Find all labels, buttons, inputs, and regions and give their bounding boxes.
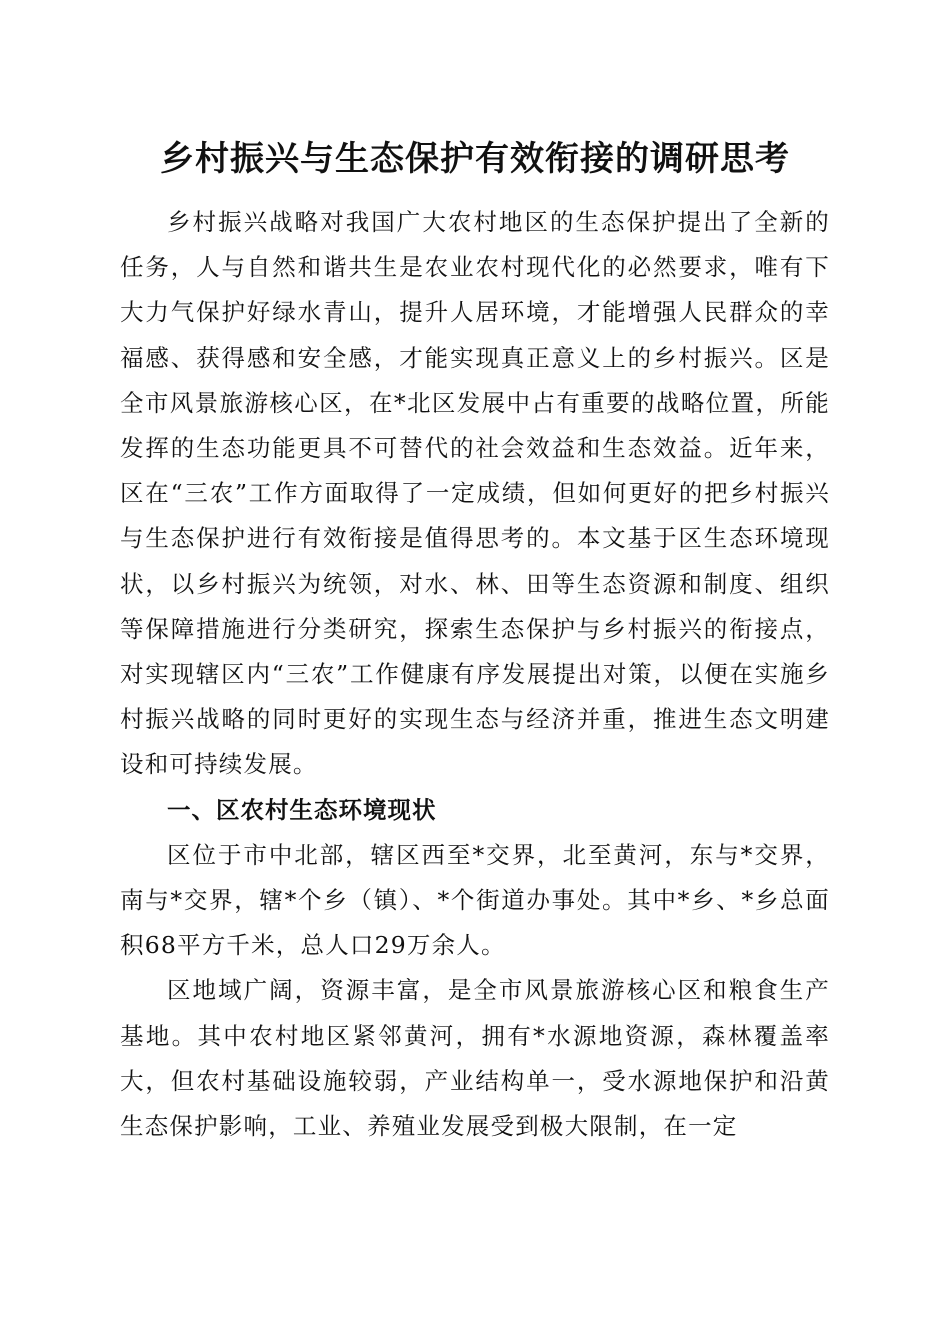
document-body xyxy=(120,200,830,1149)
section-heading: 一、区农村生态环境现状 xyxy=(167,795,437,824)
section-paragraph-resources: 区地域广阔，资源丰富，是全市风景旅游核心区和粮食生产基地。其中农村地区紧邻黄河，拥有*水源地资源，森林覆盖率大，但农村基础设施较弱，产业结构单一，受水源地保护和沿黄生态保护影响，工业、养殖业发展受到极大限制，在一定 xyxy=(120,976,830,1141)
document-title: 乡村振兴与生态保护有效衔接的调研思考 xyxy=(160,139,790,179)
section-paragraph-location: 区位于市中北部，辖区西至*交界，北至黄河，东与*交界，南与*交界，辖*个乡（镇）、*个街道办事处。其中*乡、*乡总面积68平方千米，总人口29万余人。 xyxy=(120,840,830,960)
intro-paragraph: 乡村振兴战略对我国广大农村地区的生态保护提出了全新的任务，人与自然和谐共生是农业农村现代化的必然要求，唯有下大力气保护好绿水青山，提升人居环境，才能增强人民群众的幸福感、获得感和安全感，才能实现真正意义上的乡村振兴。区是全市风景旅游核心区，在*北区发展中占有重要的战略位置，所能发挥的生态功能更具不可替代的社会效益和生态效益。近年来，区在“三农”工作方面取得了一定成绩，但如何更好的把乡村振兴与生态保护进行有效衔接是值得思考的。本文基于区生态环境现状，以乡村振兴为统领，对水、林、田等生态资源和制度、组织等保障措施进行分类研究，探索生态保护与乡村振兴的衔接点，对实现辖区内“三农”工作健康有序发展提出对策，以便在实施乡村振兴战略的同时更好的实现生态与经济并重，推进生态文明建设和可持续发展。 xyxy=(120,208,830,779)
